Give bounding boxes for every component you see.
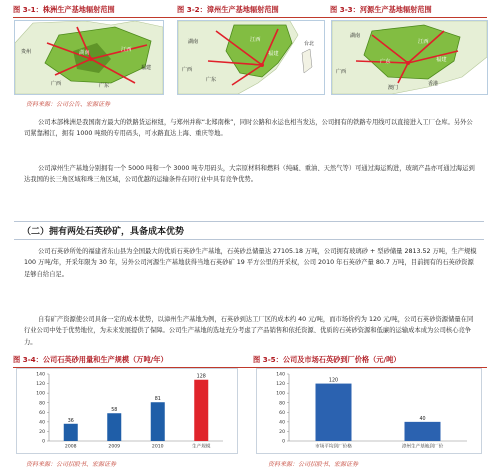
map3-label-hunan: 湖南	[350, 33, 361, 39]
map3-label-jiangxi: 江西	[418, 39, 429, 45]
map-heyuan	[331, 20, 488, 95]
y-tick-label: 80	[39, 401, 45, 407]
map3-label-aomen: 澳门	[388, 85, 399, 91]
y-tick-label: 120	[276, 382, 285, 388]
y-tick-label: 80	[279, 401, 285, 407]
source-note-chart-right: 资料来源：公司招股书、宏源证券	[268, 461, 359, 468]
chart-quartz-price	[256, 368, 482, 454]
map2-label-jiangxi: 江西	[250, 37, 261, 43]
figure-3-4-title: 图 3-4：公司石英砂用量和生产规模（万吨/年）	[13, 355, 168, 364]
bar-value-label: 120	[328, 378, 339, 384]
source-note-maps: 资料来源：公司公告、宏源证券	[26, 101, 111, 108]
figure-3-2-title: 图 3-2：漳州生产基地辐射范围	[177, 5, 279, 14]
y-tick-label: 140	[276, 372, 285, 378]
figure-caption-rule	[13, 17, 487, 18]
map1-label-guangdong: 广东	[99, 83, 110, 89]
y-tick-label: 60	[279, 410, 285, 416]
paragraph-quartz-reserves: 公司石英砂所处的福建省东山县为全国最大的优质石英砂生产基地，石英砂总储量达 27105.18 万吨，公司拥有玻璃砂 + 型砂储量 2813.52 万吨，生产规模 100 万吨/年，开采年限为 30 年，另外公司河源生产基地获得当地石英砂矿 19 平方公里的开采权，公司 2010 年石英砂产量 80.7 万吨，目前拥有的石英砂资源足够自给自足。	[24, 248, 477, 278]
bar-value-label: 36	[67, 418, 74, 424]
y-tick-label: 20	[39, 430, 45, 436]
map1-label-fujian: 福建	[141, 65, 152, 71]
y-tick-label: 140	[36, 372, 45, 378]
map2-label-hunan: 湖南	[188, 39, 199, 45]
y-tick-label: 0	[282, 439, 285, 445]
y-tick-label: 40	[39, 420, 45, 426]
bar	[316, 384, 352, 441]
paragraph-zhangzhou-logistics: 公司漳州生产基地分别拥有一个 5000 吨和一个 3000 吨专用码头，大宗原材料和燃料（纯碱、重油、天然气等）可通过海运购进，玻璃产品亦可通过海运到达我国的长三角区域和珠三角区域，公司优越的运输条件在同行业中具有竞争优势。	[24, 165, 475, 184]
map-zhuzhou	[14, 20, 164, 95]
bar-value-label: 40	[419, 416, 426, 422]
map2-label-fujian: 福建	[268, 51, 279, 57]
map1-label-hunan: 湖南	[79, 50, 90, 56]
map2-label-taibei: 台北	[304, 41, 315, 47]
map1-label-guizhou: 贵州	[21, 49, 32, 55]
y-tick-label: 120	[36, 382, 45, 388]
map2-label-guangdong: 广东	[206, 77, 217, 83]
y-tick-label: 20	[279, 430, 285, 436]
x-tick-label: 市场平均到厂价格	[315, 444, 352, 450]
y-tick-label: 100	[276, 391, 285, 397]
paragraph-zhuzhou-logistics: 公司本部株洲是我国南方最大的铁路货运枢纽，与郑州并称“北郑南株”，同时公路和水运也相当发达，公司拥有的铁路专用线可以直接进入工厂仓库。另外公司紧靠湘江，拥有 1000 吨级的专用码头，可水路直达上海、重庆等地。	[24, 119, 473, 138]
y-tick-label: 100	[36, 391, 45, 397]
bar	[194, 380, 208, 441]
bar	[405, 422, 441, 441]
bar-value-label: 81	[154, 397, 161, 403]
section-header	[14, 221, 484, 240]
x-tick-label: 生产规模	[192, 444, 211, 450]
figure-3-1-title: 图 3-1：株洲生产基地辐射范围	[13, 5, 115, 14]
paragraph-cost-advantage: 自有矿产资源使公司具备一定的成本优势，以漳州生产基地为例，石英砂到达工厂区的成本约 40 元/吨，而市场价约为 120 元/吨，公司石英砂资源储量在同行业公司中处于优势地位，为未来发展提供了保障。公司生产基地的选址充分考虑了产品销售和依托资源、优质的石英砂资源和低廉的运输成本成为公司核心竞争力。	[24, 316, 474, 346]
map-zhangzhou	[177, 20, 325, 95]
x-tick-label: 2008	[64, 444, 77, 450]
map2-label-guangxi: 广西	[182, 67, 193, 73]
bar	[151, 402, 165, 441]
chart-quartz-price-svg	[257, 369, 481, 453]
map3-label-fujian: 福建	[436, 57, 447, 63]
x-tick-label: 漳州生产基地到厂价	[401, 444, 444, 450]
source-note-chart-left: 资料来源：公司招股书、宏源证券	[26, 461, 117, 468]
map3-label-xianggang: 香港	[428, 81, 439, 87]
figure-3-5-title: 图 3-5：公司及市场石英砂到厂价格（元/吨）	[253, 355, 401, 364]
y-tick-label: 40	[279, 420, 285, 426]
bar	[107, 413, 121, 441]
map3-label-guangxi: 广西	[336, 69, 347, 75]
bar-value-label: 58	[111, 408, 118, 414]
map1-label-jiangxi: 江西	[121, 47, 132, 53]
x-tick-label: 2009	[108, 444, 121, 450]
map3-label-guangdong: 广东	[380, 59, 391, 65]
map1-label-guangxi: 广西	[51, 81, 62, 87]
bar-value-label: 128	[196, 374, 206, 380]
y-tick-label: 0	[42, 439, 45, 445]
x-tick-label: 2010	[151, 444, 164, 450]
bar	[64, 424, 78, 441]
section-title: （二）拥有两处石英砂矿，具备成本优势	[22, 227, 185, 237]
chart-quartz-usage-svg	[17, 369, 237, 453]
chart-quartz-usage	[16, 368, 238, 454]
figure-3-3-title: 图 3-3：河源生产基地辐射范围	[330, 5, 432, 14]
y-tick-label: 60	[39, 410, 45, 416]
